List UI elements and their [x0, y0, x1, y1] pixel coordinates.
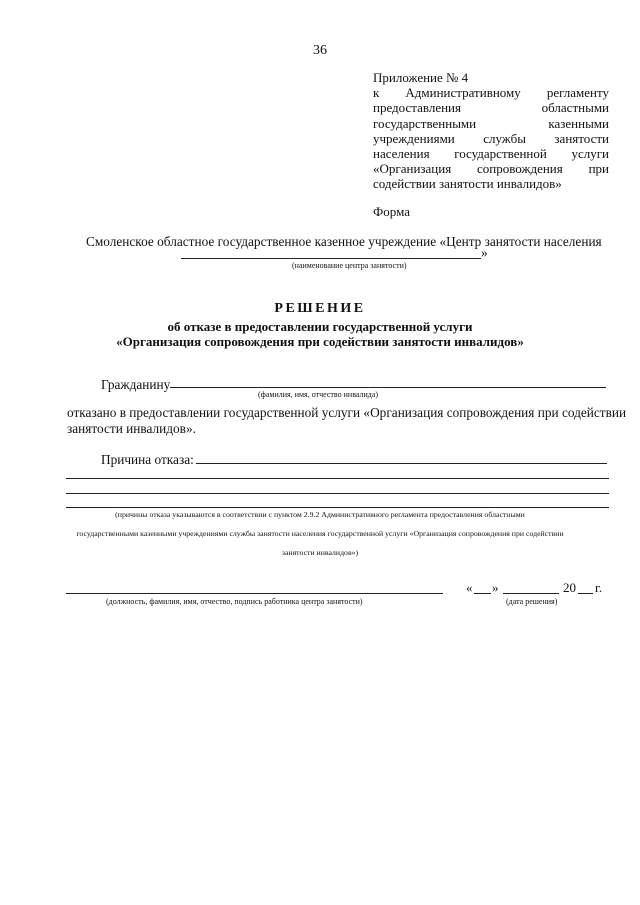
reason-field[interactable] — [66, 493, 609, 494]
date-year-field[interactable] — [578, 593, 593, 594]
reason-caption — [0, 505, 640, 562]
appendix-line: государственными казенными — [373, 115, 609, 131]
form-label: Форма — [373, 204, 410, 219]
page-number: 36 — [313, 43, 327, 58]
reason-caption-line: государственными казенными учреждениями службы занятости населения государственной услуги «Организация сопровождения при содействии — [76, 529, 564, 538]
decision-title: РЕШЕНИЕ — [274, 301, 366, 316]
citizen-name-field[interactable] — [170, 387, 606, 388]
institution-line: Смоленское областное государственное казенное учреждение «Центр занятости населения — [86, 234, 602, 249]
date-year-suffix: г. — [595, 580, 603, 595]
signature-field[interactable] — [66, 593, 443, 594]
citizen-label: Гражданину — [101, 377, 171, 392]
date-day-field[interactable] — [474, 593, 491, 594]
date-year: 20 — [563, 580, 576, 595]
appendix-line: учреждениями службы занятости — [373, 130, 610, 146]
decision-subtitle: «Организация сопровождения при содействии занятости инвалидов» — [116, 334, 524, 349]
citizen-caption: (фамилия, имя, отчество инвалида) — [258, 390, 379, 399]
reason-field[interactable] — [196, 463, 607, 464]
appendix-line: «Организация сопровождения при — [373, 161, 609, 177]
reason-label: Причина отказа: — [101, 452, 194, 467]
reason-field[interactable] — [66, 478, 609, 479]
date-quote-close: » — [492, 580, 499, 595]
refusal-text-line: отказано в предоставлении государственной услуги «Организация сопровождения при содействии — [67, 405, 627, 420]
signature-caption: (должность, фамилия, имя, отчество, подпись работника центра занятости) — [106, 597, 363, 606]
appendix-title: Приложение № 4 — [373, 70, 469, 85]
reason-caption-line: (причины отказа указываются в соответствии с пунктом 2.9.2 Административного регламента предоставления областными — [115, 510, 525, 519]
institution-caption: (наименование центра занятости) — [292, 261, 407, 270]
date-month-field[interactable] — [503, 593, 559, 594]
decision-subtitle: об отказе в предоставлении государственной услуги — [167, 319, 473, 334]
institution-quote-close: » — [481, 245, 488, 260]
institution-name-field[interactable] — [181, 258, 481, 259]
appendix-line: предоставления областными — [373, 100, 609, 116]
date-quote-open: « — [466, 580, 473, 595]
date-caption: (дата решения) — [506, 597, 558, 606]
appendix-line: содействии занятости инвалидов» — [373, 176, 562, 192]
appendix-line: к Административному регламенту — [373, 85, 610, 101]
refusal-text-line: занятости инвалидов». — [67, 421, 196, 436]
appendix-line: населения государственной услуги — [373, 146, 609, 162]
reason-caption-line: занятости инвалидов») — [281, 548, 359, 557]
appendix-header — [373, 70, 609, 192]
